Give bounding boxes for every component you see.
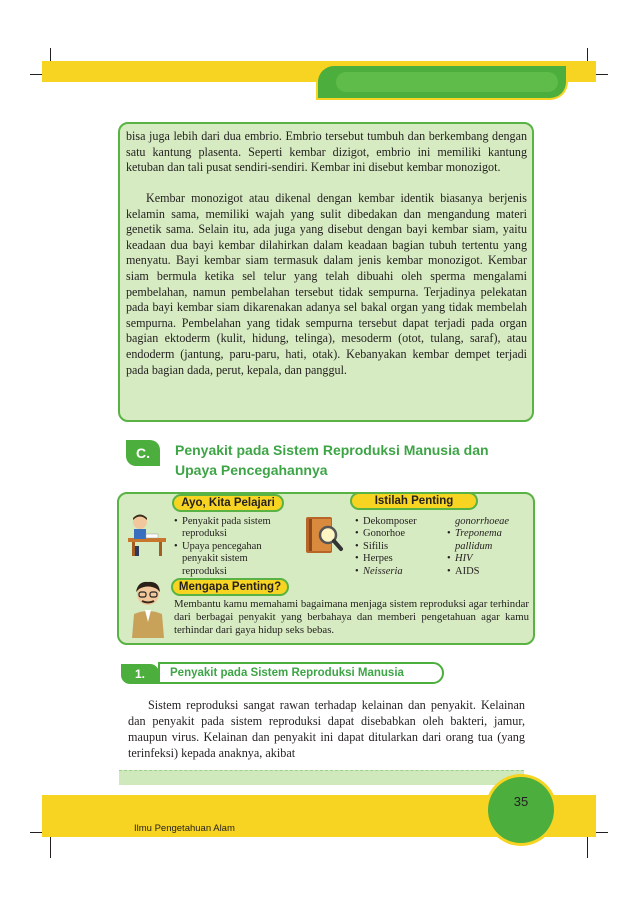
list-item: • Sifilis — [355, 540, 389, 552]
content-box — [118, 122, 534, 422]
book-magnifier-icon — [304, 515, 344, 557]
list-item: • Upaya pencegahan penyakit sistem reproduksi — [174, 540, 262, 577]
page-number-circle — [488, 777, 554, 843]
subsection-number: 1. — [121, 664, 159, 684]
ayo-label: Ayo, Kita Pelajari — [172, 494, 284, 512]
list-item: • AIDS — [447, 565, 480, 577]
istilah-label: Istilah Penting — [350, 492, 478, 510]
terms-column-2 — [447, 516, 532, 578]
mengapa-text: Membantu kamu memahami bagaimana menjaga sistem reproduksi agar terhindar dari berbagai penyakit yang berbahaya dan memberi pengetahuan agar kamu terhindar dari gaya hidup seks bebas. — [174, 598, 529, 636]
ayo-list — [174, 516, 284, 578]
list-item: • HIV — [447, 553, 473, 565]
section-title-line1: Penyakit pada Sistem Reproduksi Manusia dan — [175, 442, 489, 458]
student-desk-icon — [124, 512, 170, 558]
paragraph-2: Kembar monozigot atau dikenal dengan kembar identik biasanya berjenis kelamin sama, memiliki wajah yang sulit dibedakan dan mengandung materi genetik sama. Selain itu, ada juga yang disebut dengan bayi kembar siam, yaitu keadaan dua bayi kembar dilahirkan dalam keadaan bagian tubuh tertentu yang menyatu. Bayi kembar siam termasuk dalam jenis kembar monozigot. Kembar siam bermula ketika sel telur yang telah dibuahi oleh sperma mengalami pembelahan, namun pembelahan tersebut tidak sempurna. Terjadinya pelekatan pada bayi kembar siam dikarenakan adanya sel bakal organ yang tidak membelah sempurna. Pembelahan yang tidak sempurna tersebut dapat terjadi pada organ bagian ektoderm (kulit, hidung, telinga), mesoderm (otot, tulang, saraf), atau endoderm (jantung, paru-paru, hati, otak). Kebanyakan kembar dempet terjadi pada bagian dada, perut, kepala, dan panggul. — [126, 191, 527, 377]
section-badge: C. — [126, 440, 160, 466]
page-number: 35 — [513, 794, 529, 809]
paragraph-1: bisa juga lebih dari dua embrio. Embrio tersebut tumbuh dan berkembang dengan satu kantung plasenta. Seperti kembar dizigot, embrio ini memiliki kantung ketuban dan tali pusat sendiri-sendiri. Kembar ini disebut kembar monozigot. — [126, 129, 527, 175]
body-paragraph: Sistem reproduksi sangat rawan terhadap kelainan dan penyakit. Kelainan dan penyakit pada sistem reproduksi dapat disebabkan oleh bakteri, jamur, maupun virus. Kelainan dan penyakit ini dapat ditularkan dari orang tua (yang terinfeksi) kepada anaknya, akibat — [128, 698, 525, 760]
footer-subject: Ilmu Pengetahuan Alam — [134, 823, 235, 834]
section-title — [175, 440, 535, 480]
list-item: • Treponema — [447, 528, 502, 540]
list-item: • Dekomposer — [355, 516, 417, 527]
footer-strip — [119, 770, 524, 785]
list-item: gonorrhoeae — [455, 516, 510, 527]
mengapa-label: Mengapa Penting? — [171, 578, 289, 596]
list-item: • Herpes — [355, 553, 393, 565]
section-title-line2: Upaya Pencegahannya — [175, 462, 328, 478]
list-item: pallidum — [455, 540, 493, 552]
subsection-title: Penyakit pada Sistem Reproduksi Manusia — [158, 662, 444, 684]
teacher-icon — [126, 580, 170, 638]
list-item: • Neisseria — [355, 565, 403, 577]
list-item: • Gonorhoe — [355, 528, 405, 540]
terms-column-1 — [355, 516, 450, 578]
header-tab — [318, 66, 566, 98]
list-item: • Penyakit pada sistem reproduksi — [174, 516, 271, 540]
